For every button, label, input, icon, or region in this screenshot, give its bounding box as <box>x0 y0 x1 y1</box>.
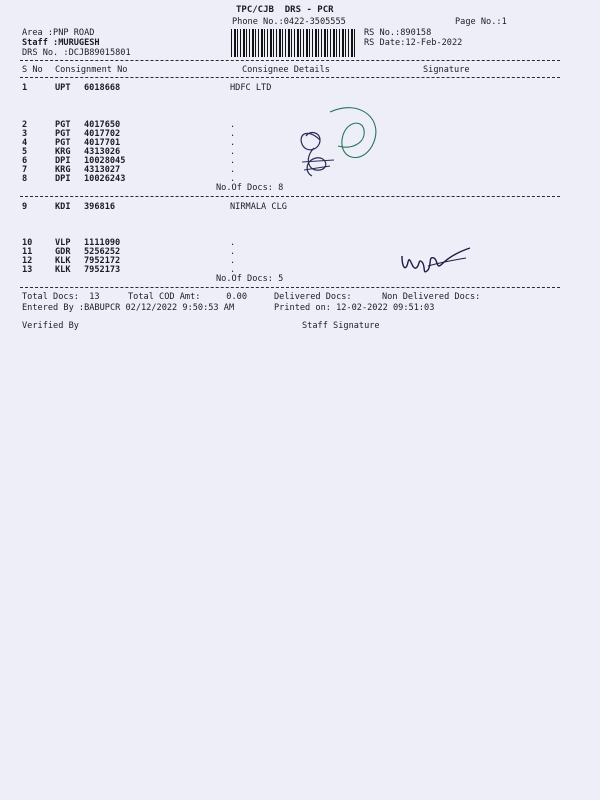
dot-mark: . <box>230 129 236 139</box>
dot-mark: . <box>230 165 236 175</box>
total-cod-amount: Total COD Amt: 0.00 <box>128 292 247 302</box>
non-delivered-docs: Non Delivered Docs: <box>382 292 481 302</box>
staff-label: Staff :MURUGESH <box>22 38 100 48</box>
consignee-name: NIRMALA CLG <box>230 202 287 212</box>
table-row <box>22 174 552 184</box>
row-number: 4313027 <box>84 165 121 175</box>
row-sno: 4 <box>22 138 28 148</box>
row-sno: 8 <box>22 174 28 184</box>
dot-mark: . <box>230 238 236 248</box>
col-header-signature: Signature <box>423 65 470 75</box>
entered-by: Entered By :BABUPCR 02/12/2022 9:50:53 AM <box>22 303 235 313</box>
row-prefix: KLK <box>55 256 71 266</box>
row-sno: 13 <box>22 265 33 275</box>
no-of-docs: No.Of Docs: 8 <box>216 183 284 193</box>
row-prefix: DPI <box>55 174 71 184</box>
row-number: 10028045 <box>84 156 126 166</box>
row-number: 4313026 <box>84 147 121 157</box>
divider <box>20 196 560 197</box>
divider <box>20 77 560 78</box>
row-sno: 9 <box>22 202 28 212</box>
divider <box>20 60 560 61</box>
verified-by: Verified By <box>22 321 79 331</box>
handwritten-signature <box>398 242 478 282</box>
dot-mark: . <box>230 247 236 257</box>
row-sno: 10 <box>22 238 33 248</box>
row-sno: 6 <box>22 156 28 166</box>
no-of-docs: No.Of Docs: 5 <box>216 274 284 284</box>
row-sno: 2 <box>22 120 28 130</box>
row-sno: 12 <box>22 256 33 266</box>
dot-mark: . <box>230 265 236 275</box>
phone-number: Phone No.:0422-3505555 <box>232 17 346 27</box>
row-prefix: KRG <box>55 147 71 157</box>
row-number: 396816 <box>84 202 116 212</box>
dot-mark: . <box>230 256 236 266</box>
col-header-sno: S No <box>22 65 43 75</box>
dot-mark: . <box>230 120 236 130</box>
staff-signature-label: Staff Signature <box>302 321 380 331</box>
table-row <box>22 83 552 93</box>
row-prefix: PGT <box>55 138 71 148</box>
consignee-name: HDFC LTD <box>230 83 272 93</box>
row-prefix: DPI <box>55 156 71 166</box>
row-sno: 5 <box>22 147 28 157</box>
row-prefix: PGT <box>55 120 71 130</box>
row-prefix: KLK <box>55 265 71 275</box>
rs-date: RS Date:12-Feb-2022 <box>364 38 463 48</box>
row-sno: 7 <box>22 165 28 175</box>
col-header-consignee: Consignee Details <box>242 65 330 75</box>
col-header-consignment: Consignment No <box>55 65 128 75</box>
row-number: 7952172 <box>84 256 121 266</box>
row-prefix: UPT <box>55 83 71 93</box>
row-number: 6018668 <box>84 83 121 93</box>
dot-mark: . <box>230 174 236 184</box>
dot-mark: . <box>230 138 236 148</box>
total-docs: Total Docs: 13 <box>22 292 100 302</box>
row-prefix: KRG <box>55 165 71 175</box>
divider <box>20 287 560 288</box>
table-row <box>22 202 552 212</box>
row-sno: 3 <box>22 129 28 139</box>
drs-number: DRS No. :DCJB89015801 <box>22 48 131 58</box>
handwritten-signature <box>290 100 390 185</box>
barcode <box>231 29 357 57</box>
row-prefix: VLP <box>55 238 71 248</box>
row-number: 1111090 <box>84 238 121 248</box>
area-label: Area :PNP ROAD <box>22 28 95 38</box>
delivered-docs: Delivered Docs: <box>274 292 352 302</box>
printed-on: Printed on: 12-02-2022 09:51:03 <box>274 303 435 313</box>
row-prefix: KDI <box>55 202 71 212</box>
row-prefix: GDR <box>55 247 71 257</box>
row-number: 7952173 <box>84 265 121 275</box>
row-prefix: PGT <box>55 129 71 139</box>
document-title: TPC/CJB DRS - PCR <box>236 5 334 15</box>
rs-number: RS No.:890158 <box>364 28 432 38</box>
row-number: 4017701 <box>84 138 121 148</box>
row-number: 4017702 <box>84 129 121 139</box>
dot-mark: . <box>230 147 236 157</box>
row-number: 10026243 <box>84 174 126 184</box>
row-sno: 1 <box>22 83 28 93</box>
dot-mark: . <box>230 156 236 166</box>
row-number: 5256252 <box>84 247 121 257</box>
page-number: Page No.:1 <box>455 17 507 27</box>
row-sno: 11 <box>22 247 33 257</box>
row-number: 4017650 <box>84 120 121 130</box>
